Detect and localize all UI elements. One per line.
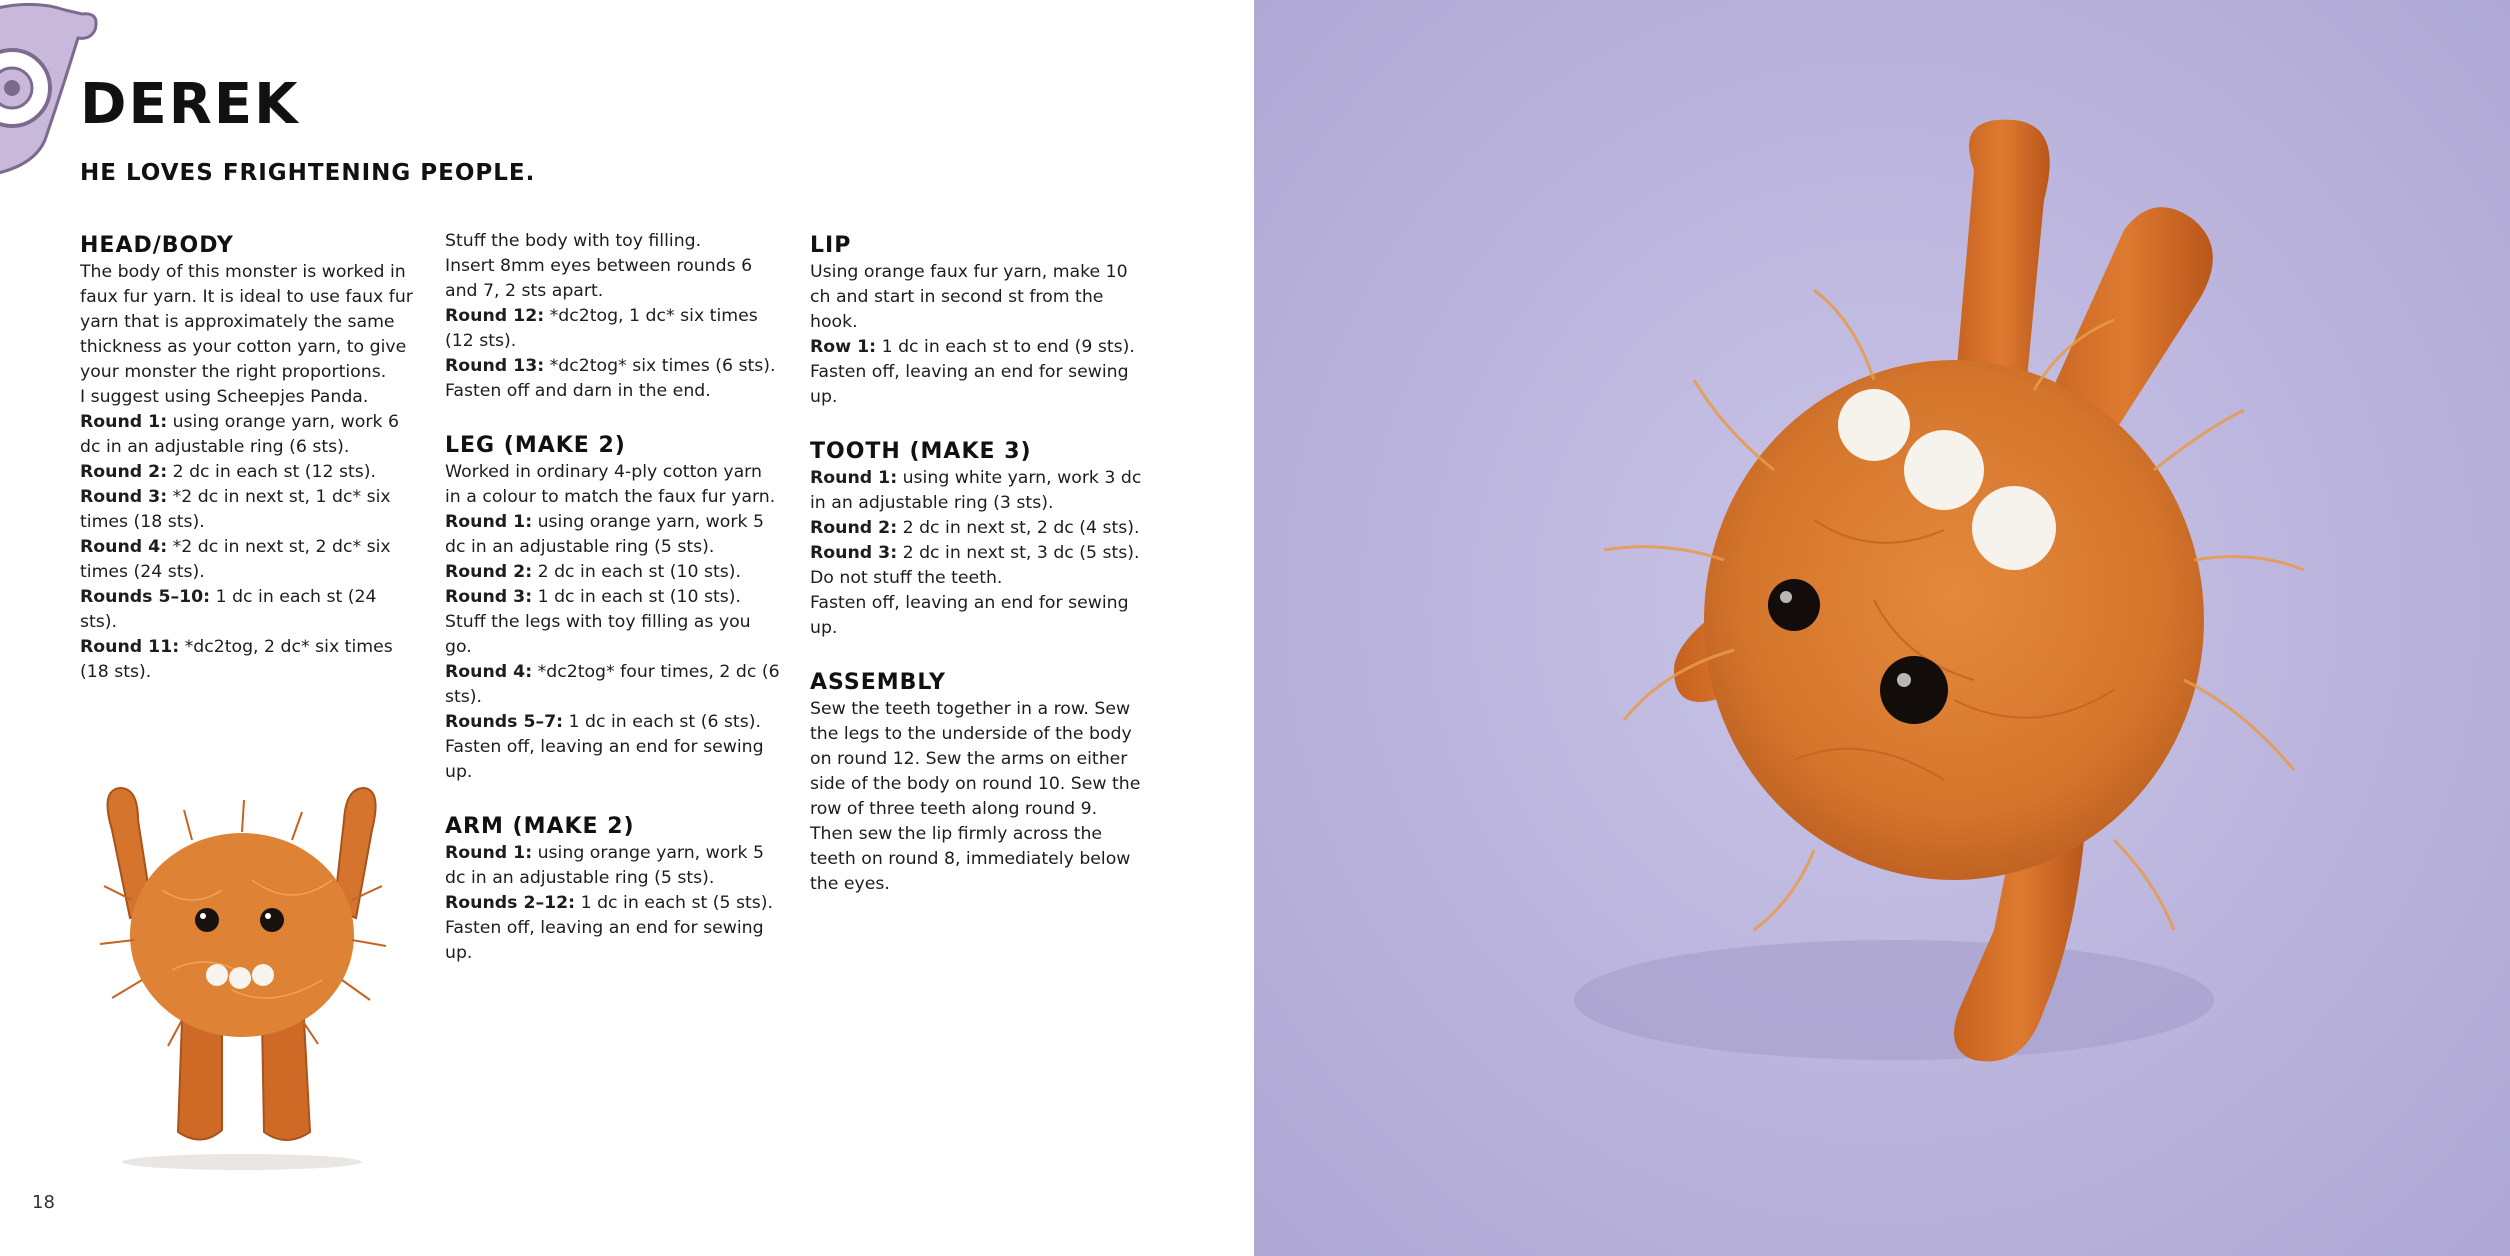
head-body-intro: The body of this monster is worked in faux fur yarn. It is ideal to use faux fur yarn that is approximately the same thickness as your cotton yarn, to give your monster the right proportions. bbox=[80, 262, 413, 382]
instruction-row: Round 11: *dc2tog, 2 dc* six times (18 sts). bbox=[80, 637, 393, 682]
left-page bbox=[0, 0, 1254, 1256]
instruction-row: Rounds 5–7: 1 dc in each st (6 sts). bbox=[445, 712, 761, 732]
column-3 bbox=[810, 232, 1145, 897]
instruction-row: Round 2: 2 dc in next st, 2 dc (4 sts). bbox=[810, 518, 1140, 538]
tooth-end: Fasten off, leaving an end for sewing up. bbox=[810, 593, 1129, 638]
tooth-note: Do not stuff the teeth. bbox=[810, 568, 1003, 588]
page-number: 18 bbox=[32, 1192, 55, 1213]
head-body-end: Fasten off and darn in the end. bbox=[445, 381, 711, 401]
page-subtitle: HE LOVES FRIGHTENING PEOPLE. bbox=[80, 160, 536, 186]
lip-end: Fasten off, leaving an end for sewing up. bbox=[810, 362, 1129, 407]
instruction-row: Round 1: using orange yarn, work 5 dc in an adjustable ring (5 sts). bbox=[445, 512, 764, 557]
column-2 bbox=[445, 229, 780, 966]
leg-intro: Worked in ordinary 4-ply cotton yarn in a colour to match the faux fur yarn. bbox=[445, 462, 776, 507]
right-page-photo bbox=[1254, 0, 2510, 1256]
arm-end: Fasten off, leaving an end for sewing up. bbox=[445, 918, 764, 963]
lip-intro: Using orange faux fur yarn, make 10 ch and start in second st from the hook. bbox=[810, 262, 1128, 332]
instruction-row: Rounds 5–10: 1 dc in each st (24 sts). bbox=[80, 587, 377, 632]
instruction-row: Row 1: 1 dc in each st to end (9 sts). bbox=[810, 337, 1135, 357]
section-heading-head-body: HEAD/BODY bbox=[80, 233, 234, 258]
assembly-text: Sew the teeth together in a row. Sew the legs to the underside of the body on round 12. Sew the arms on either side of the body on round 10. Sew the row of three teeth along round 9. Then sew the lip firmly across the teeth on round 8, immediately below the eyes. bbox=[810, 699, 1141, 894]
section-heading-arm: ARM (MAKE 2) bbox=[445, 814, 635, 839]
leg-stuff: Stuff the legs with toy filling as you go. bbox=[445, 612, 751, 657]
page-title: DEREK bbox=[80, 72, 300, 137]
head-body-suggest: I suggest using Scheepjes Panda. bbox=[80, 387, 369, 407]
instruction-row: Rounds 2–12: 1 dc in each st (5 sts). bbox=[445, 893, 773, 913]
crochet-monster-thumbnail bbox=[72, 770, 412, 1170]
section-heading-tooth: TOOTH (MAKE 3) bbox=[810, 439, 1032, 464]
instruction-row: Round 4: *2 dc in next st, 2 dc* six times (24 sts). bbox=[80, 537, 391, 582]
section-heading-assembly: ASSEMBLY bbox=[810, 670, 946, 695]
instruction-row: Round 2: 2 dc in each st (10 sts). bbox=[445, 562, 741, 582]
instruction-row: Round 4: *dc2tog* four times, 2 dc (6 sts). bbox=[445, 662, 780, 707]
instruction-row: Round 3: 1 dc in each st (10 sts). bbox=[445, 587, 741, 607]
section-heading-leg: LEG (MAKE 2) bbox=[445, 433, 626, 458]
instruction-row: Round 1: using orange yarn, work 5 dc in an adjustable ring (5 sts). bbox=[445, 843, 764, 888]
head-body-stuff: Stuff the body with toy filling. bbox=[445, 231, 702, 251]
head-body-eyes: Insert 8mm eyes between rounds 6 and 7, 2 sts apart. bbox=[445, 256, 753, 301]
instruction-row: Round 3: 2 dc in next st, 3 dc (5 sts). bbox=[810, 543, 1140, 563]
instruction-row: Round 3: *2 dc in next st, 1 dc* six times (18 sts). bbox=[80, 487, 391, 532]
instruction-row: Round 2: 2 dc in each st (12 sts). bbox=[80, 462, 376, 482]
crochet-monster-photo bbox=[1254, 0, 2510, 1256]
column-1 bbox=[80, 232, 415, 685]
instruction-row: Round 13: *dc2tog* six times (6 sts). bbox=[445, 356, 776, 376]
instruction-row: Round 12: *dc2tog, 1 dc* six times (12 sts). bbox=[445, 306, 758, 351]
section-heading-lip: LIP bbox=[810, 233, 852, 258]
leg-end: Fasten off, leaving an end for sewing up. bbox=[445, 737, 764, 782]
instruction-row: Round 1: using white yarn, work 3 dc in an adjustable ring (3 sts). bbox=[810, 468, 1142, 513]
instruction-row: Round 1: using orange yarn, work 6 dc in an adjustable ring (6 sts). bbox=[80, 412, 399, 457]
